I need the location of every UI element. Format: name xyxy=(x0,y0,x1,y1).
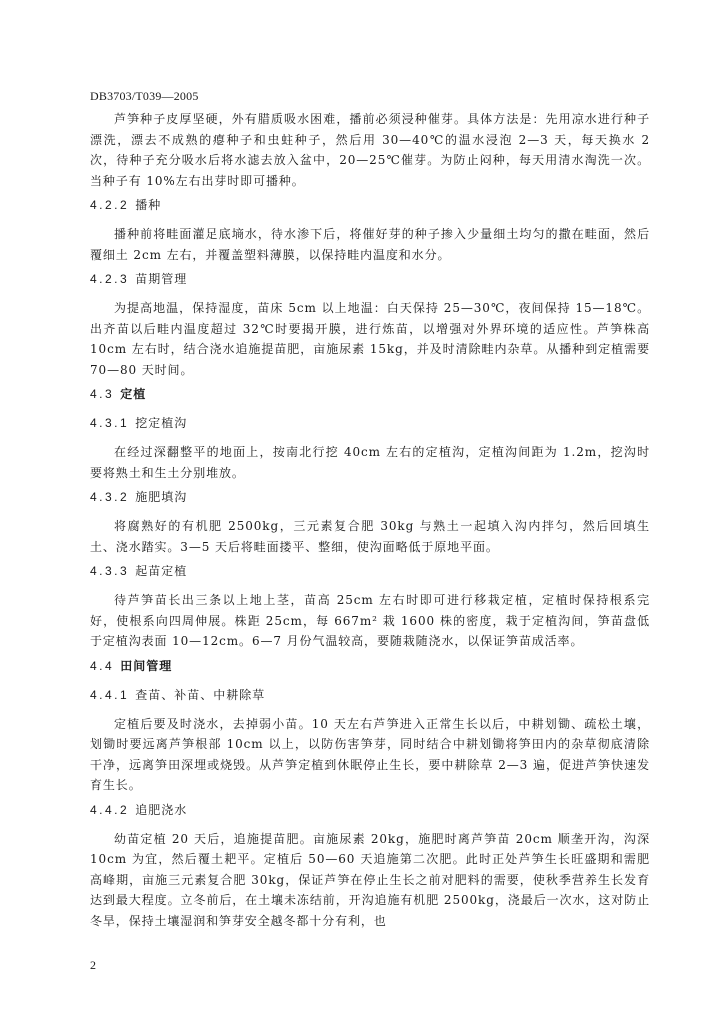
section-number: 4.4 xyxy=(90,658,115,673)
body-paragraph: 幼苗定植 20 天后，追施提苗肥。亩施尿素 20kg，施肥时离芦笋苗 20cm 顺垄开沟，沟深 10cm 为宜，然后覆土耙平。定植后 50—60 天追施第二次肥。此时正处芦笋生长旺盛期和需肥高峰期，亩施三元素复合肥 30kg，保证芦笋在停止生长之前对肥料的需要，使秋季营养生长发育达到最大程度。立冬前后，在土壤未冻结前，开沟追施有机肥 2500kg，浇最后一次水，这对防止冬旱，保持土壤湿润和笋芽安全越冬都十分有利，也 xyxy=(90,831,650,928)
body-paragraph: 播种前将畦面灌足底墒水，待水渗下后，将催好芽的种子掺入少量细土均匀的撒在畦面，然后覆细土 2cm 左右，并覆盖塑料薄膜，以保持畦内温度和水分。 xyxy=(90,227,650,262)
document-body xyxy=(90,109,650,935)
body-paragraph: 芦笋种子皮厚坚硬，外有腊质吸水困难，播前必须浸种催芽。具体方法是：先用凉水进行种子漂洗，漂去不成熟的瘪种子和虫蛀种子，然后用 30—40℃的温水浸泡 2—3 天，每天换水 2 次，待种子充分吸水后将水滤去放入盆中，20—25℃催芽。为防止闷种，每天用清水淘洗一次。当种子有 10%左右出芽时即可播种。 xyxy=(90,112,650,188)
section-number: 4.4.1 xyxy=(90,687,130,702)
section-number: 4.2.2 xyxy=(90,198,130,212)
section-title: 追肥浇水 xyxy=(135,802,188,817)
section-number: 4.3 xyxy=(90,387,115,401)
section-heading xyxy=(90,269,650,289)
section-title: 查苗、补苗、中耕除草 xyxy=(135,687,266,702)
section-number: 4.3.1 xyxy=(90,416,130,430)
body-paragraph: 待芦笋苗长出三条以上地上茎，苗高 25cm 左右时即可进行移栽定植，定植时保持根系完好，使根系向四周伸展。株距 25cm，每 667m² 栽 1600 株的密度，栽于定植沟间，笋苗盘低于定植沟表面 10—12cm。6—7 月份气温较高，要随栽随浇水，以保证笋苗成活率。 xyxy=(90,593,650,648)
body-paragraph: 为提高地温，保持湿度，苗床 5cm 以上地温：白天保持 25—30℃，夜间保持 15—18℃。出齐苗以后畦内温度超过 32℃时要揭开膜，进行炼苗，以增强对外界环境的适应性。芦笋株高 10cm 左右时，结合浇水追施提苗肥，亩施尿素 15kg，并及时清除畦内杂草。从播种到定植需要 70—80 天时间。 xyxy=(90,301,650,377)
section-heading xyxy=(90,413,650,433)
section-heading xyxy=(90,685,650,705)
section-title: 挖定植沟 xyxy=(135,416,188,430)
section-title: 定植 xyxy=(120,387,147,401)
section-number: 4.2.3 xyxy=(90,272,130,286)
page-number: 2 xyxy=(90,958,96,972)
section-title: 施肥填沟 xyxy=(135,490,188,504)
section-title: 起苗定植 xyxy=(135,564,188,578)
section-title: 苗期管理 xyxy=(135,272,188,286)
section-heading xyxy=(90,800,650,820)
section-number: 4.3.2 xyxy=(90,490,130,504)
section-title: 田间管理 xyxy=(120,658,173,673)
document-code: DB3703/T039—2005 xyxy=(90,89,199,103)
body-paragraph: 定植后要及时浇水，去掉弱小苗。10 天左右芦笋进入正常生长以后，中耕划锄、疏松土壤，划锄时要远离芦笋根部 10cm 以上，以防伤害笋芽，同时结合中耕划锄将笋田内的杂草彻底清除干净，远离笋田深埋或烧毁。从芦笋定植到休眠停止生长，要中耕除草 2—3 遍，促进芦笋快速发育生长。 xyxy=(90,716,650,792)
body-paragraph: 将腐熟好的有机肥 2500kg，三元素复合肥 30kg 与熟土一起填入沟内拌匀，然后回填生土、浇水踏实。3—5 天后将畦面搂平、整细，使沟面略低于原地平面。 xyxy=(90,519,650,554)
section-heading xyxy=(90,487,650,507)
section-heading xyxy=(90,656,650,676)
section-number: 4.3.3 xyxy=(90,564,130,578)
section-number: 4.4.2 xyxy=(90,802,130,817)
section-heading xyxy=(90,195,650,215)
section-title: 播种 xyxy=(135,198,162,212)
body-paragraph: 在经过深翻整平的地面上，按南北行挖 40cm 左右的定植沟，定植沟间距为 1.2m，挖沟时要将熟土和生土分别堆放。 xyxy=(90,445,650,480)
section-heading xyxy=(90,384,650,404)
section-heading xyxy=(90,561,650,581)
